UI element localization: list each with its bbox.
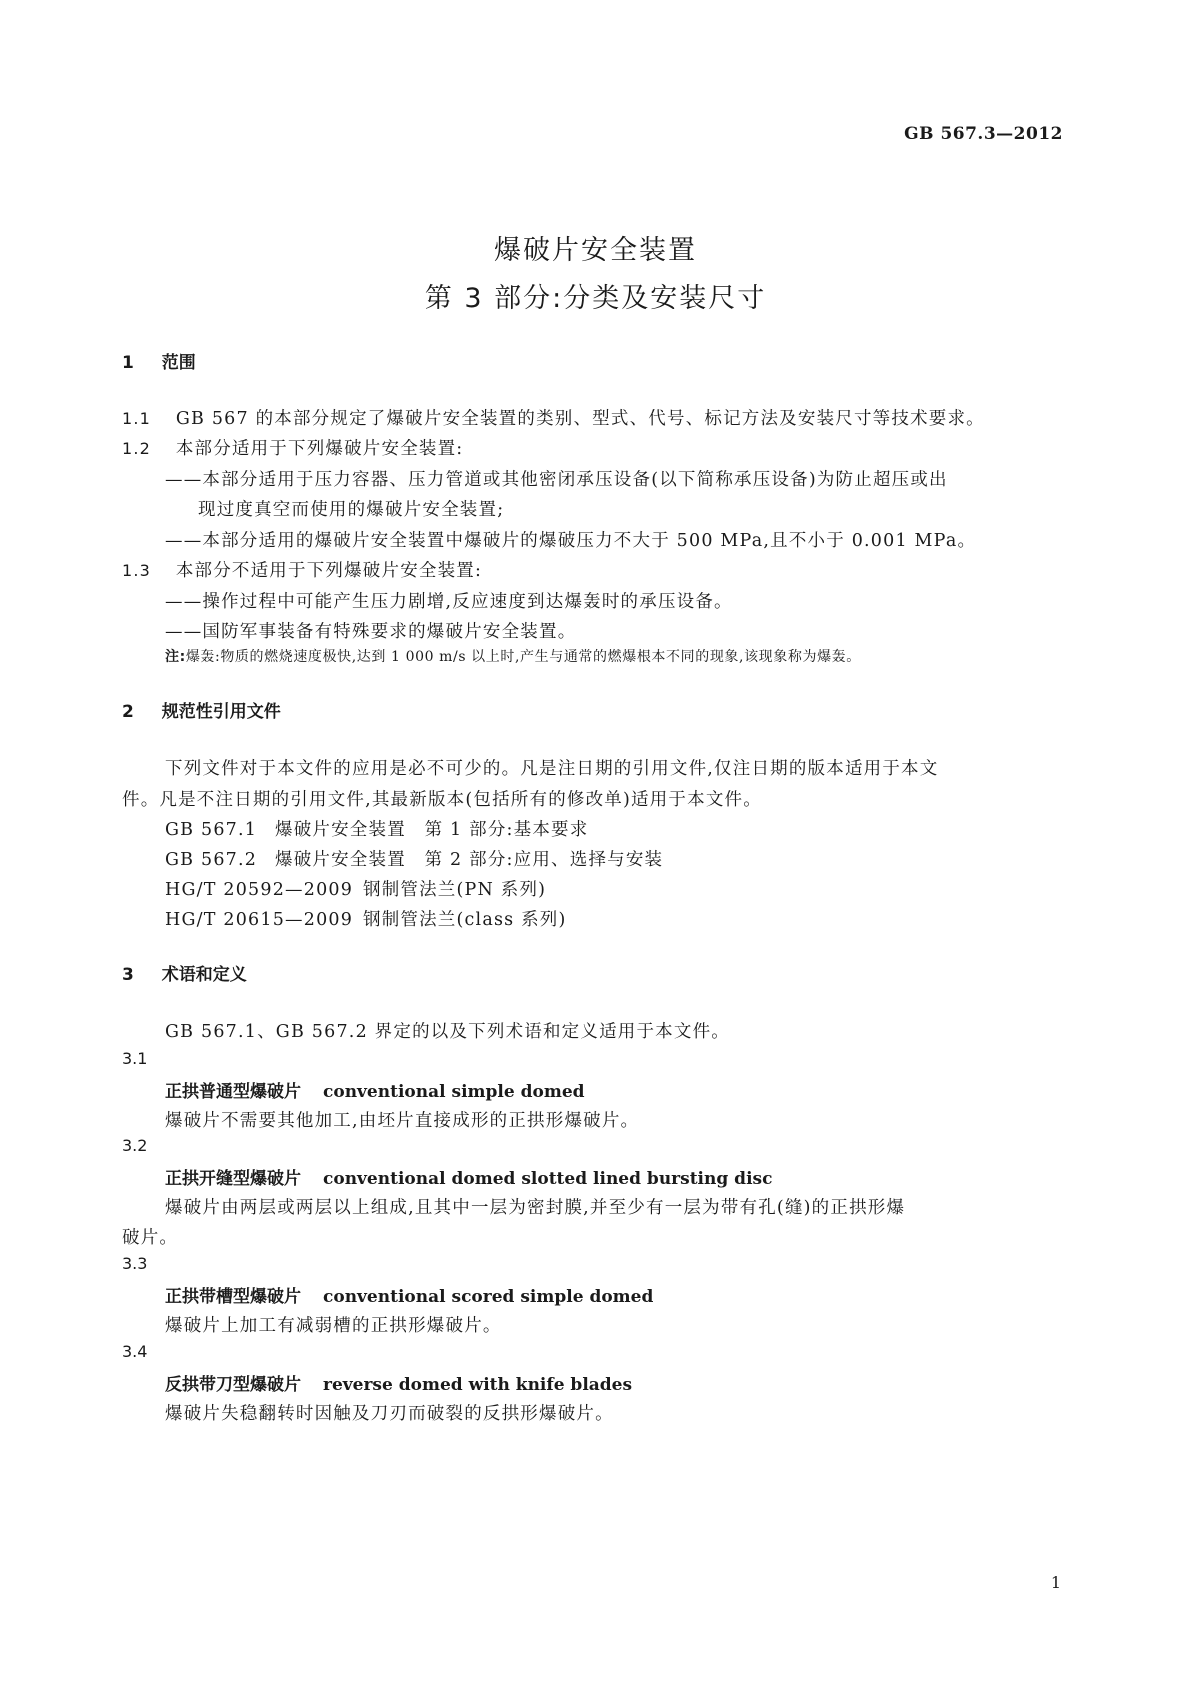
- term-english: conventional domed slotted lined bursting disc: [323, 1169, 773, 1189]
- clause-1-3: [122, 557, 482, 582]
- reference-code: HG/T 20615—2009: [165, 910, 354, 930]
- clause-number: 1.2: [122, 439, 152, 458]
- list-item: ——本部分适用的爆破片安全装置中爆破片的爆破压力不大于 500 MPa,且不小于 0.001 MPa。: [165, 531, 977, 551]
- term-name: [165, 1282, 653, 1307]
- reference-item: [165, 906, 567, 931]
- term-name: [165, 1164, 772, 1189]
- term-name: [165, 1370, 632, 1395]
- reference-code: GB 567.1: [165, 820, 258, 840]
- reference-item: [165, 876, 546, 901]
- paragraph-line: 下列文件对于本文件的应用是必不可少的。凡是注日期的引用文件,仅注日期的版本适用于本文: [165, 759, 939, 779]
- reference-code: HG/T 20592—2009: [165, 880, 354, 900]
- reference-code: GB 567.2: [165, 850, 258, 870]
- note-label: 注:: [165, 649, 186, 665]
- term-definition: 爆破片不需要其他加工,由坯片直接成形的正拱形爆破片。: [165, 1111, 640, 1131]
- clause-text: 本部分不适用于下列爆破片安全装置:: [175, 561, 483, 581]
- clause-number: 1.1: [122, 409, 152, 428]
- clause-1-2: [122, 435, 463, 460]
- reference-item: [165, 816, 588, 841]
- term-english: conventional simple domed: [323, 1082, 585, 1102]
- term-english: reverse domed with knife blades: [323, 1375, 633, 1395]
- clause-text: 本部分适用于下列爆破片安全装置:: [175, 439, 464, 459]
- section-2-heading: [122, 697, 281, 722]
- reference-title: 钢制管法兰(PN 系列): [363, 880, 547, 900]
- section-number: 1: [122, 353, 134, 373]
- term-definition: 爆破片失稳翻转时因触及刀刃而破裂的反拱形爆破片。: [165, 1404, 614, 1424]
- term-number: 3.3: [122, 1254, 148, 1273]
- section-title: 范围: [161, 353, 196, 373]
- term-chinese: 正拱带槽型爆破片: [165, 1287, 301, 1307]
- document-title-line2: 第 3 部分:分类及安装尺寸: [424, 283, 767, 314]
- clause-text: GB 567 的本部分规定了爆破片安全装置的类别、型式、代号、标记方法及安装尺寸等技术要求。: [175, 409, 985, 429]
- section-1-heading: [122, 348, 196, 373]
- list-item-continuation: 现过度真空而使用的爆破片安全装置;: [198, 500, 505, 520]
- list-item: ——操作过程中可能产生压力剧增,反应速度到达爆轰时的承压设备。: [165, 592, 733, 612]
- standard-code: GB 567.3—2012: [904, 124, 1063, 144]
- section-number: 3: [122, 965, 134, 985]
- term-english: conventional scored simple domed: [323, 1287, 654, 1307]
- section-title: 术语和定义: [161, 965, 247, 985]
- term-number: 3.1: [122, 1049, 148, 1068]
- term-number: 3.2: [122, 1136, 148, 1155]
- clause-number: 1.3: [122, 561, 152, 580]
- section-number: 2: [122, 702, 134, 722]
- paragraph-line: 件。凡是不注日期的引用文件,其最新版本(包括所有的修改单)适用于本文件。: [122, 790, 762, 810]
- list-item: ——本部分适用于压力容器、压力管道或其他密闭承压设备(以下简称承压设备)为防止超压或出: [165, 470, 948, 490]
- term-number: 3.4: [122, 1342, 148, 1361]
- reference-title: 爆破片安全装置 第 1 部分:基本要求: [275, 820, 589, 840]
- note-text: 爆轰:物质的燃烧速度极快,达到 1 000 m/s 以上时,产生与通常的燃爆根本不同的现象,该现象称为爆轰。: [185, 649, 861, 665]
- term-definition: 爆破片上加工有减弱槽的正拱形爆破片。: [165, 1316, 502, 1336]
- term-definition: 爆破片由两层或两层以上组成,且其中一层为密封膜,并至少有一层为带有孔(缝)的正拱形爆: [165, 1198, 906, 1218]
- term-chinese: 反拱带刀型爆破片: [165, 1375, 301, 1395]
- reference-title: 爆破片安全装置 第 2 部分:应用、选择与安装: [275, 850, 664, 870]
- term-chinese: 正拱普通型爆破片: [165, 1082, 301, 1102]
- term-chinese: 正拱开缝型爆破片: [165, 1169, 301, 1189]
- reference-title: 钢制管法兰(class 系列): [363, 910, 567, 930]
- list-item: ——国防军事装备有特殊要求的爆破片安全装置。: [165, 622, 577, 642]
- clause-1-1: [122, 405, 985, 430]
- term-name: [165, 1077, 585, 1102]
- paragraph-line: GB 567.1、GB 567.2 界定的以及下列术语和定义适用于本文件。: [165, 1022, 730, 1042]
- term-definition-continuation: 破片。: [122, 1228, 179, 1248]
- document-title-line1: 爆破片安全装置: [494, 235, 697, 266]
- page-number: 1: [1050, 1573, 1061, 1592]
- reference-item: [165, 846, 663, 871]
- section-3-heading: [122, 960, 247, 985]
- note: [165, 646, 861, 666]
- section-title: 规范性引用文件: [161, 702, 281, 722]
